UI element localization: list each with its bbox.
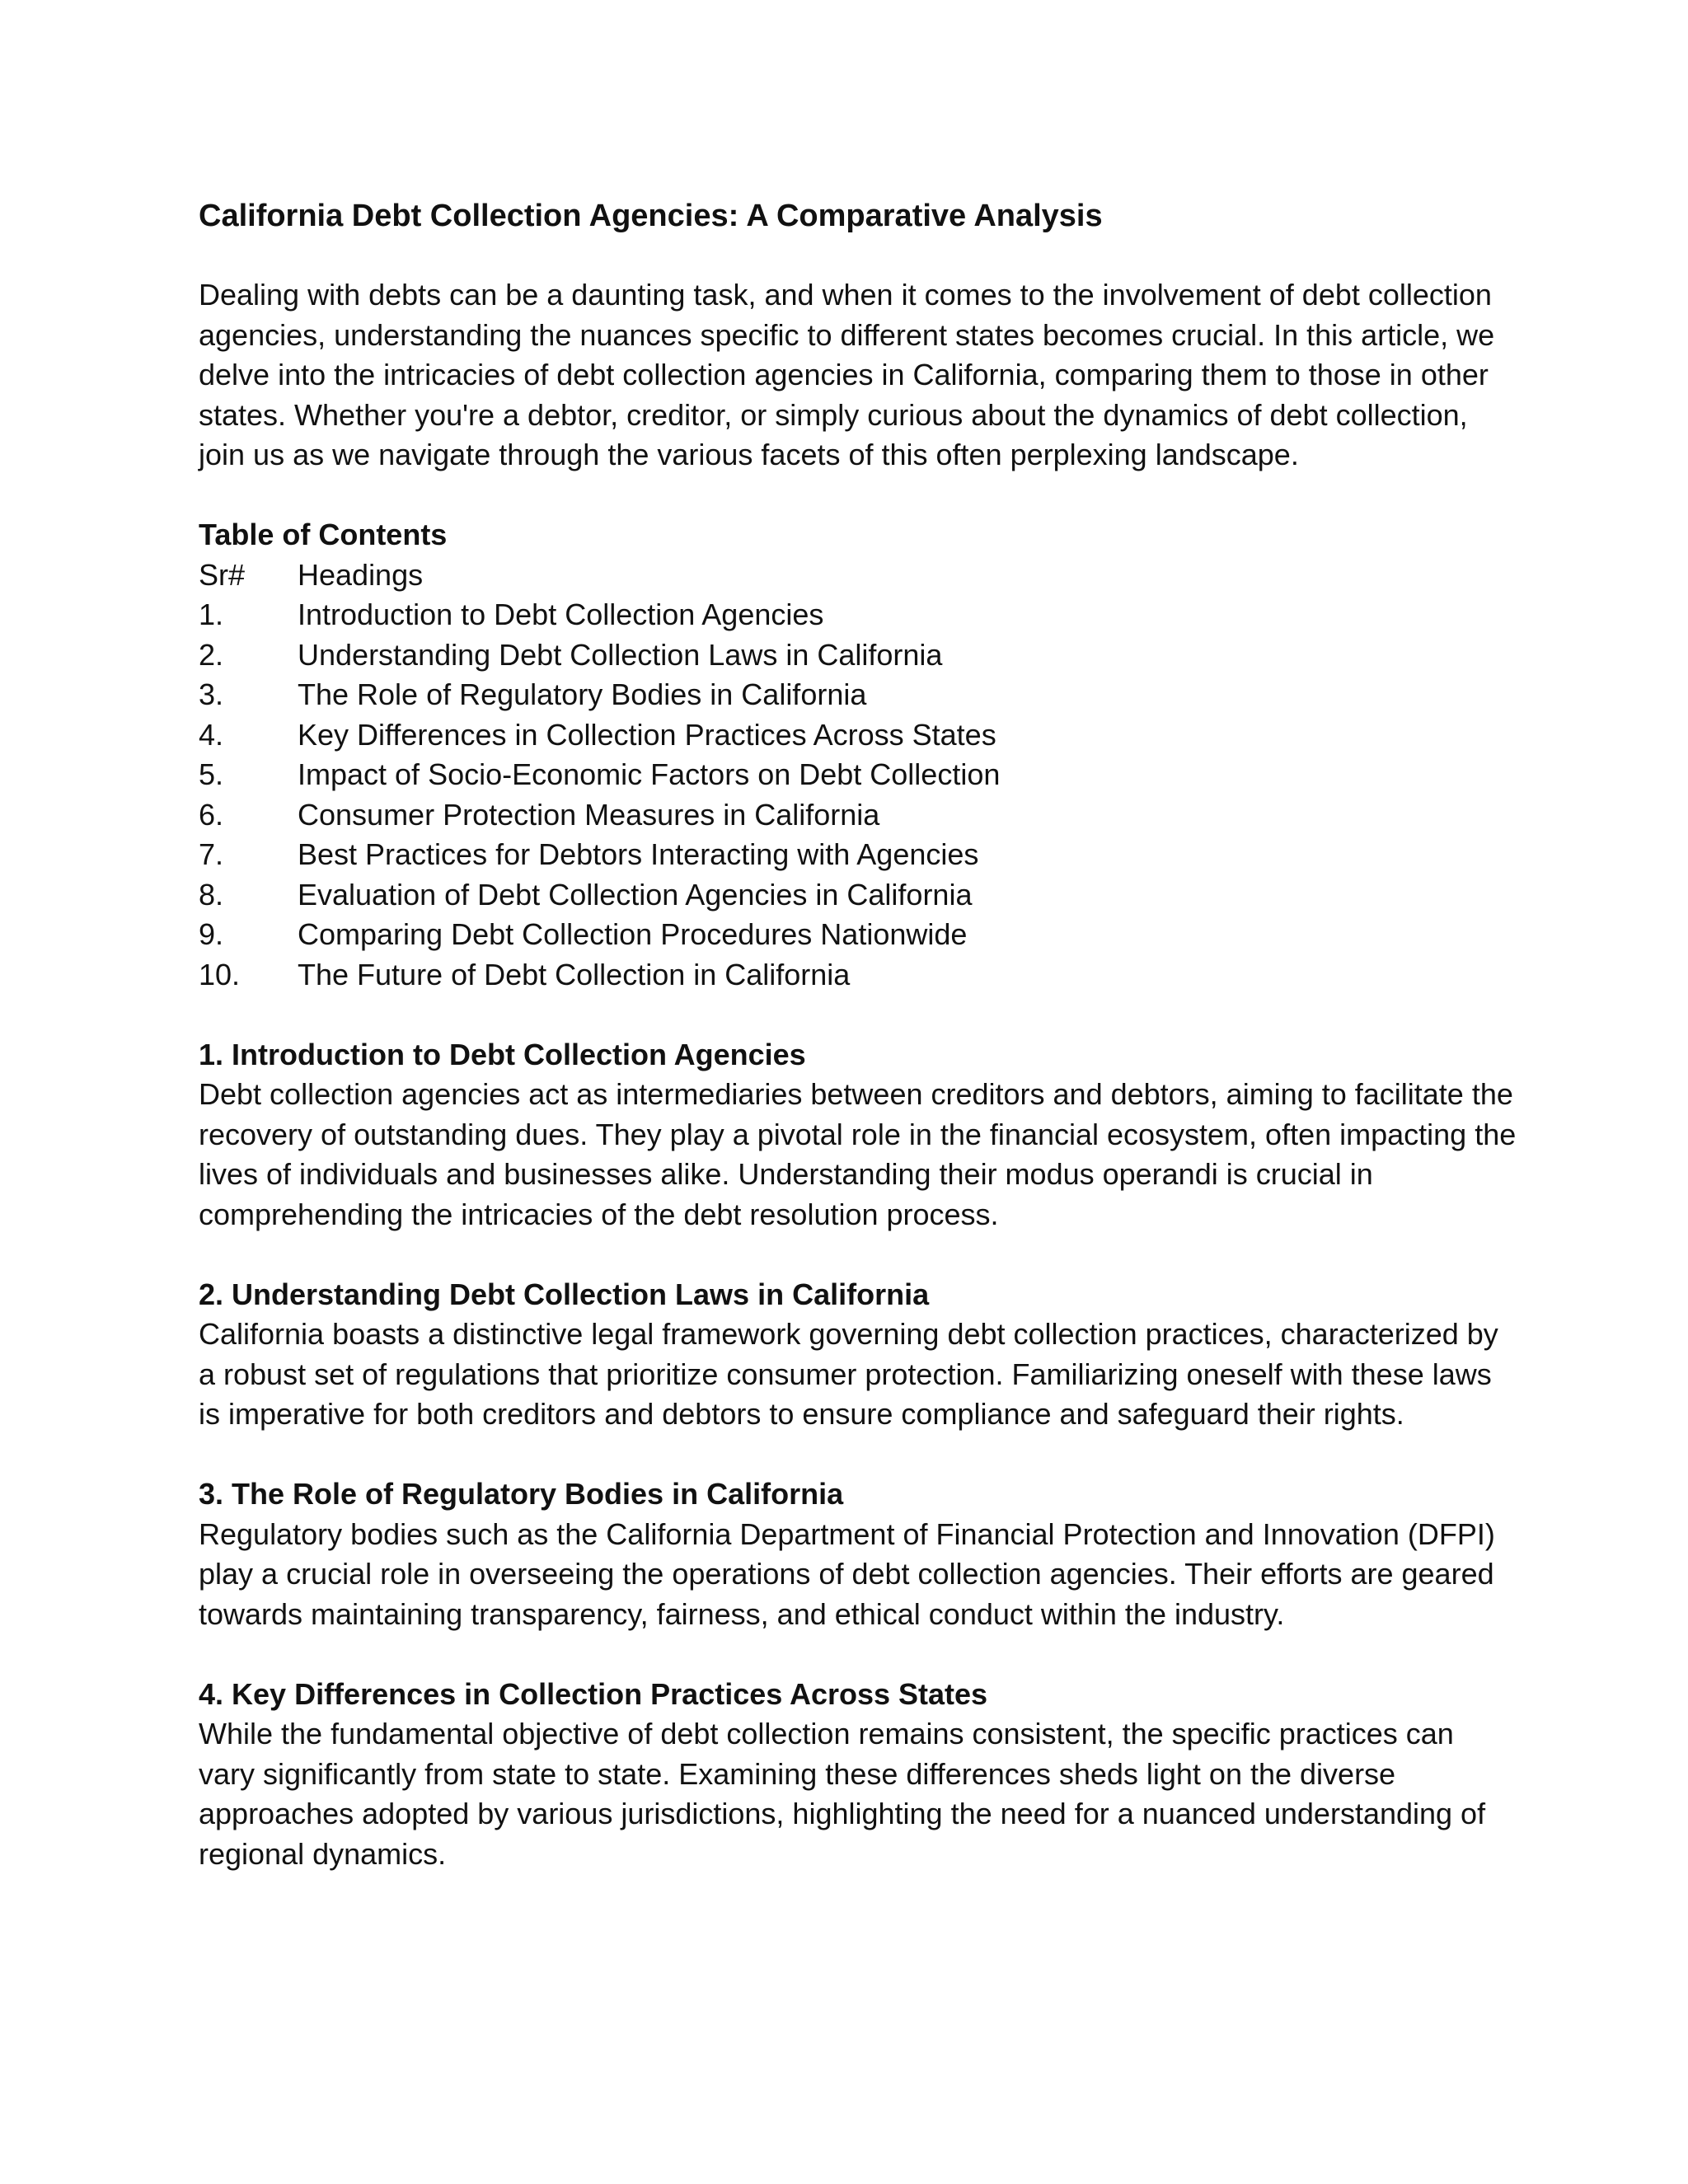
section-4 bbox=[199, 1675, 1517, 1875]
section-body: Debt collection agencies act as intermediaries between creditors and debtors, aiming to facilitate the recovery of outstanding dues. They play a pivotal role in the financial ecosystem, often impacting the lives of individuals and businesses alike. Understanding their modus operandi is crucial in comprehending the intricacies of the debt resolution process. bbox=[199, 1077, 1517, 1231]
toc-row-text: Impact of Socio-Economic Factors on Debt Collection bbox=[298, 757, 1001, 791]
toc-row-text: Understanding Debt Collection Laws in California bbox=[298, 637, 943, 672]
toc-row-text: The Role of Regulatory Bodies in California bbox=[298, 677, 867, 711]
intro-paragraph: Dealing with debts can be a daunting task, and when it comes to the involvement of debt collection agencies, understanding the nuances specific to different states becomes crucial. In this article, we delve into the intricacies of debt collection agencies in California, comparing them to those in other states. Whether you're a debtor, creditor, or simply curious about the dynamics of debt collection, join us as we navigate through the various facets of this often perplexing landscape. bbox=[199, 278, 1495, 471]
document-page bbox=[199, 196, 1517, 1915]
toc-row bbox=[199, 635, 1517, 676]
section-3 bbox=[199, 1474, 1517, 1634]
document-title: California Debt Collection Agencies: A Comparative Analysis bbox=[199, 199, 1103, 233]
toc-row-text: Consumer Protection Measures in California bbox=[298, 797, 880, 832]
toc-row bbox=[199, 755, 1517, 795]
section-heading: 1. Introduction to Debt Collection Agencies bbox=[199, 1037, 806, 1071]
toc-row bbox=[199, 915, 1517, 955]
toc-header-row bbox=[199, 555, 1517, 596]
toc-row bbox=[199, 595, 1517, 635]
toc-row-text: The Future of Debt Collection in California bbox=[298, 957, 851, 991]
toc-row-number: 1. bbox=[199, 598, 224, 631]
toc-column-heading: Headings bbox=[298, 557, 424, 592]
table-of-contents bbox=[199, 555, 1517, 996]
section-body: While the fundamental objective of debt collection remains consistent, the specific practices can vary significantly from state to state. Examining these differences sheds light on the diverse approaches adopted by various jurisdictions, highlighting the need for a nuanced understanding of regional dynamics. bbox=[199, 1717, 1486, 1871]
toc-row-text: Comparing Debt Collection Procedures Nationwide bbox=[298, 917, 968, 951]
toc-row-number: 7. bbox=[199, 837, 224, 871]
toc-row-number: 2. bbox=[199, 637, 224, 672]
toc-row bbox=[199, 715, 1517, 756]
toc-row-text: Key Differences in Collection Practices Across States bbox=[298, 717, 996, 752]
toc-row-number: 8. bbox=[199, 877, 224, 912]
section-heading: 3. The Role of Regulatory Bodies in California bbox=[199, 1477, 844, 1511]
toc-row bbox=[199, 955, 1517, 996]
section-heading: 4. Key Differences in Collection Practices Across States bbox=[199, 1676, 988, 1711]
toc-row bbox=[199, 675, 1517, 715]
toc-column-number: Sr# bbox=[199, 557, 246, 592]
toc-row bbox=[199, 835, 1517, 875]
toc-row-number: 5. bbox=[199, 757, 224, 791]
toc-row-text: Evaluation of Debt Collection Agencies in California bbox=[298, 877, 973, 912]
toc-row-text: Introduction to Debt Collection Agencies bbox=[298, 598, 824, 631]
toc-row-number: 6. bbox=[199, 797, 224, 832]
toc-row-number: 4. bbox=[199, 717, 224, 752]
toc-row-number: 3. bbox=[199, 677, 224, 711]
section-1 bbox=[199, 1035, 1517, 1235]
toc-row bbox=[199, 795, 1517, 836]
toc-row-number: 10. bbox=[199, 957, 241, 991]
toc-row bbox=[199, 875, 1517, 916]
toc-heading: Table of Contents bbox=[199, 518, 448, 551]
section-heading: 2. Understanding Debt Collection Laws in California bbox=[199, 1277, 930, 1311]
section-body: California boasts a distinctive legal framework governing debt collection practices, characterized by a robust set of regulations that prioritize consumer protection. Familiarizing oneself with these laws is imperative for both creditors and debtors to ensure compliance and safeguard their rights. bbox=[199, 1317, 1498, 1431]
section-2 bbox=[199, 1275, 1517, 1435]
toc-row-number: 9. bbox=[199, 917, 224, 951]
toc-row-text: Best Practices for Debtors Interacting with Agencies bbox=[298, 837, 979, 871]
section-body: Regulatory bodies such as the California Department of Financial Protection and Innovation (DFPI) play a crucial role in overseeing the operations of debt collection agencies. Their efforts are geared towards maintaining transparency, fairness, and ethical conduct within the industry. bbox=[199, 1516, 1495, 1631]
